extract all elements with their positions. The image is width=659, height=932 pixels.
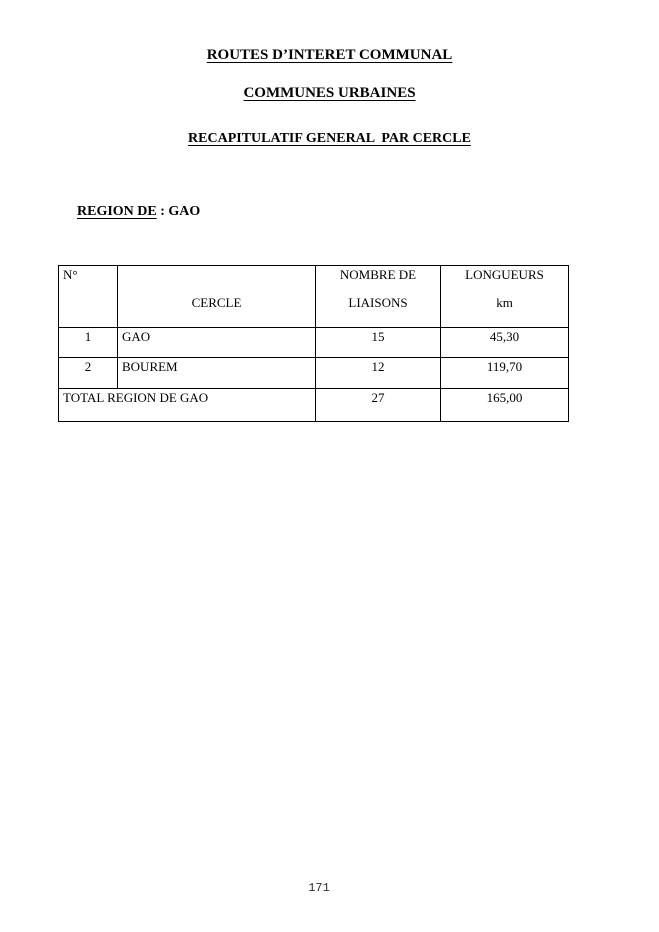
row-cercle: GAO [118,328,316,358]
row-longueur: 45,30 [441,328,569,358]
page-number: 171 [308,881,330,895]
main-title: ROUTES D’INTERET COMMUNAL [206,47,453,63]
total-longueur: 165,00 [441,389,569,422]
header-cercle-line1 [122,267,311,295]
row-liaisons: 15 [316,328,441,358]
row-longueur: 119,70 [441,358,569,389]
row-num: 2 [59,358,118,389]
header-liaisons-line1: NOMBRE DE [339,267,417,282]
secondary-title: COMMUNES URBAINES [243,85,416,101]
region-line [63,188,659,236]
subtitle: RECAPITULATIF GENERAL PAR CERCLE [188,131,471,146]
region-separator: : [156,204,169,219]
header-cercle-line2: CERCLE [191,295,242,310]
table-header-row [59,266,569,328]
row-liaisons: 12 [316,358,441,389]
header-cell-cercle [118,266,316,328]
row-num: 1 [59,328,118,358]
header-num-line1: N° [63,267,78,282]
region-value: GAO [168,204,201,219]
recap-table [58,265,569,422]
row-cercle: BOUREM [118,358,316,389]
header-longueurs-line1: LONGUEURS [465,267,544,282]
total-label: TOTAL REGION DE GAO [59,389,316,422]
region-label: REGION DE [77,204,157,219]
header-cell-liaisons [316,266,441,328]
header-cell-num [59,266,118,328]
table-row [59,358,569,389]
header-liaisons-line2: LIAISONS [348,295,408,310]
header-cell-longueurs [441,266,569,328]
table-total-row [59,389,569,422]
total-liaisons: 27 [316,389,441,422]
table-row [59,328,569,358]
header-longueurs-line2: km [496,295,513,310]
